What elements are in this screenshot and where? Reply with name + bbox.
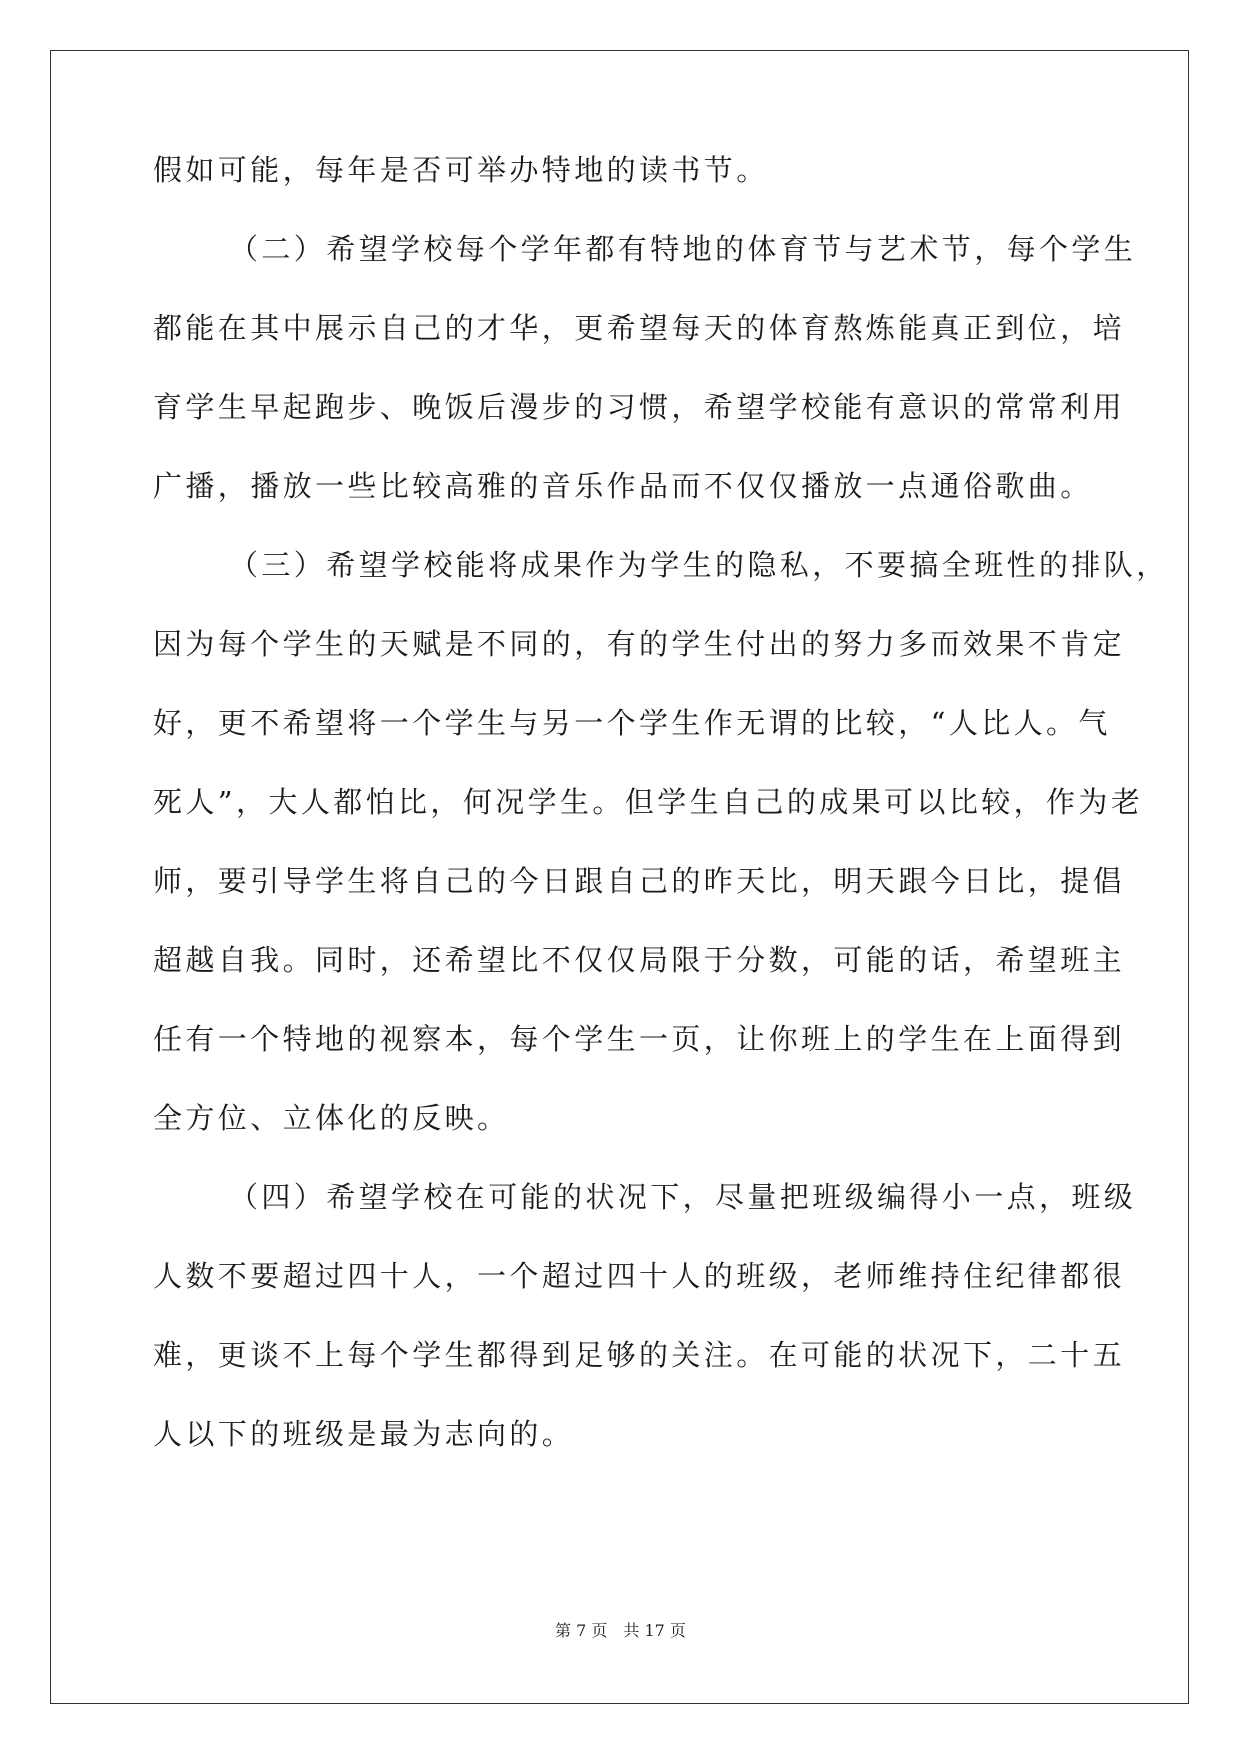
text-line: 人以下的班级是最为志向的。 bbox=[153, 1417, 575, 1451]
text-line: 育学生早起跑步、晚饭后漫步的习惯，希望学校能有意识的常常利用 bbox=[153, 390, 1126, 424]
text-line: 死人”，大人都怕比，何况学生。但学生自己的成果可以比较，作为老 bbox=[153, 785, 1144, 819]
text-line: 任有一个特地的视察本，每个学生一页，让你班上的学生在上面得到 bbox=[153, 1022, 1126, 1056]
paragraph-4-start: （四）希望学校在可能的状况下，尽量把班级编得小一点，班级 bbox=[229, 1180, 1137, 1214]
page-number: 第 7 页 共 17 页 bbox=[555, 1621, 686, 1640]
paragraph-2-start: （二）希望学校每个学年都有特地的体育节与艺术节，每个学生 bbox=[229, 232, 1137, 266]
text-line: 好，更不希望将一个学生与另一个学生作无谓的比较，“人比人。气 bbox=[153, 706, 1111, 740]
text-line: 因为每个学生的天赋是不同的，有的学生付出的努力多而效果不肯定 bbox=[153, 627, 1126, 661]
text-line: 超越自我。同时，还希望比不仅仅局限于分数，可能的话，希望班主 bbox=[153, 943, 1126, 977]
text-line: 难，更谈不上每个学生都得到足够的关注。在可能的状况下，二十五 bbox=[153, 1338, 1126, 1372]
paragraph-3-start: （三）希望学校能将成果作为学生的隐私，不要搞全班性的排队， bbox=[229, 548, 1169, 582]
text-line: 全方位、立体化的反映。 bbox=[153, 1101, 510, 1135]
text-line: 师，要引导学生将自己的今日跟自己的昨天比，明天跟今日比，提倡 bbox=[153, 864, 1126, 898]
text-line: 广播，播放一些比较高雅的音乐作品而不仅仅播放一点通俗歌曲。 bbox=[153, 469, 1093, 503]
text-line: 都能在其中展示自己的才华，更希望每天的体育熬炼能真正到位，培 bbox=[153, 311, 1126, 345]
text-line: 人数不要超过四十人，一个超过四十人的班级，老师维持住纪律都很 bbox=[153, 1259, 1126, 1293]
text-line: 假如可能，每年是否可举办特地的读书节。 bbox=[153, 153, 769, 187]
